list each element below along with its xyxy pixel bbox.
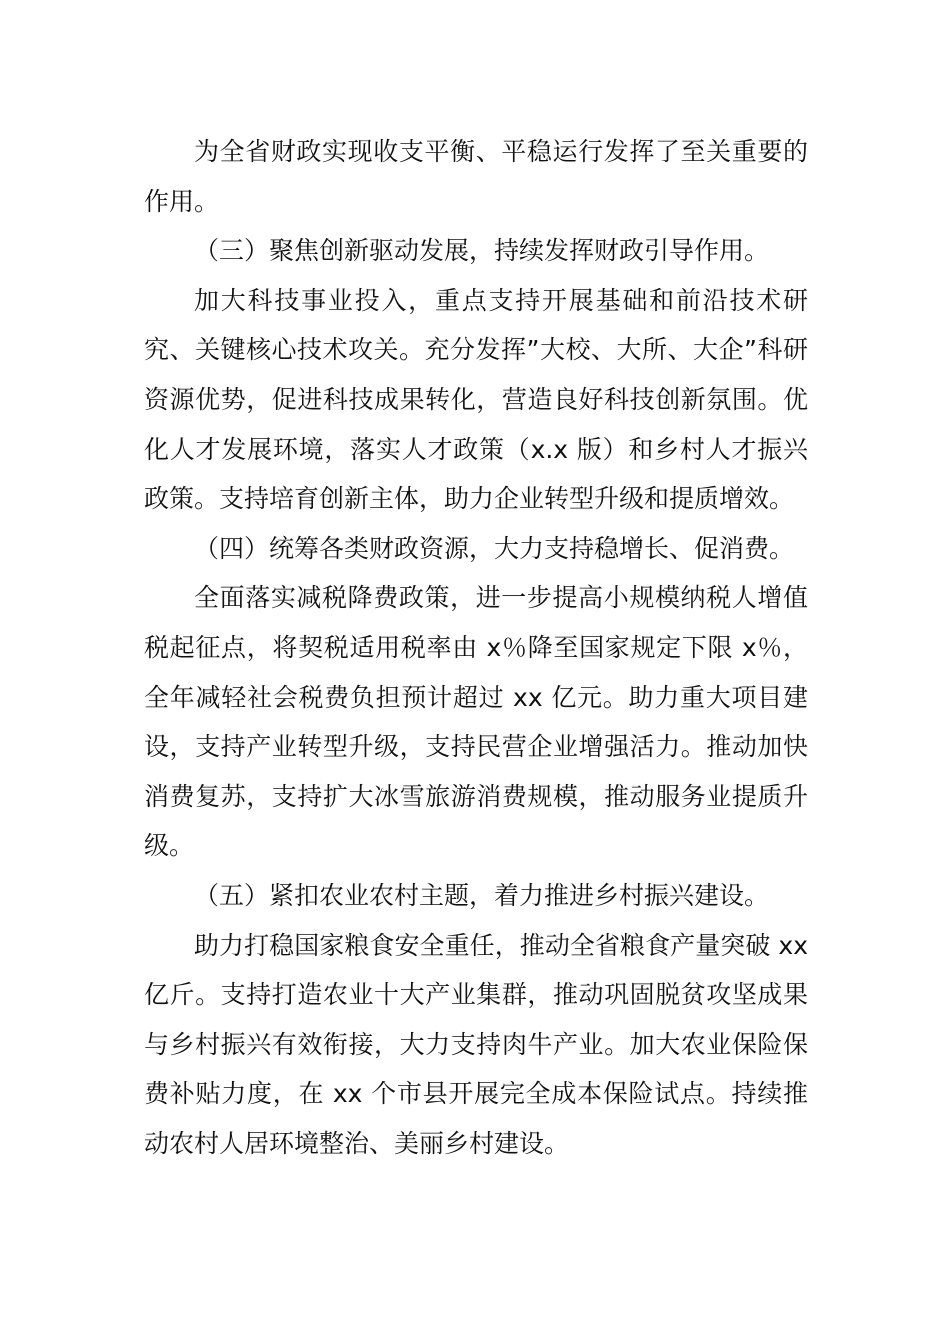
paragraph-continuation: 为全省财政实现收支平衡、平稳运行发挥了至关重要的作用。 [144,137,808,216]
paragraph-rural: 助力打稳国家粮食安全重任，推动全省粮食产量突破 xx 亿斤。支持打造农业十大产业集群，推动巩固脱贫攻坚成果与乡村振兴有效衔接，大力支持肉牛产业。加大农业保险保费补贴力度，在 xx 个市县开展完全成本保险试点。持续推动农村人居环境整治、美丽乡村建设。 [144,930,808,1158]
section-heading-five: （五）紧扣农业农村主题，着力推进乡村振兴建设。 [194,880,770,910]
document-body [144,127,808,1168]
paragraph-innovation: 加大科技事业投入，重点支持开展基础和前沿技术研究、关键核心技术攻关。充分发挥”大校、大所、大企”科研资源优势，促进科技成果转化，营造良好科技创新氛围。优化人才发展环境，落实人才政策（x.x 版）和乡村人才振兴政策。支持培育创新主体，助力企业转型升级和提质增效。 [144,285,808,514]
paragraph-consumption: 全面落实减税降费政策，进一步提高小规模纳税人增值税起征点，将契税适用税率由 x％降至国家规定下限 x％，全年减轻社会税费负担预计超过 xx 亿元。助力重大项目建设，支持产业转型升级，支持民营企业增强活力。推动加快消费复苏，支持扩大冰雪旅游消费规模，推动服务业提质升级。 [144,583,808,861]
section-heading-four: （四）统筹各类财政资源，大力支持稳增长、促消费。 [194,533,795,563]
section-heading-three: （三）聚焦创新驱动发展，持续发挥财政引导作用。 [194,236,770,266]
